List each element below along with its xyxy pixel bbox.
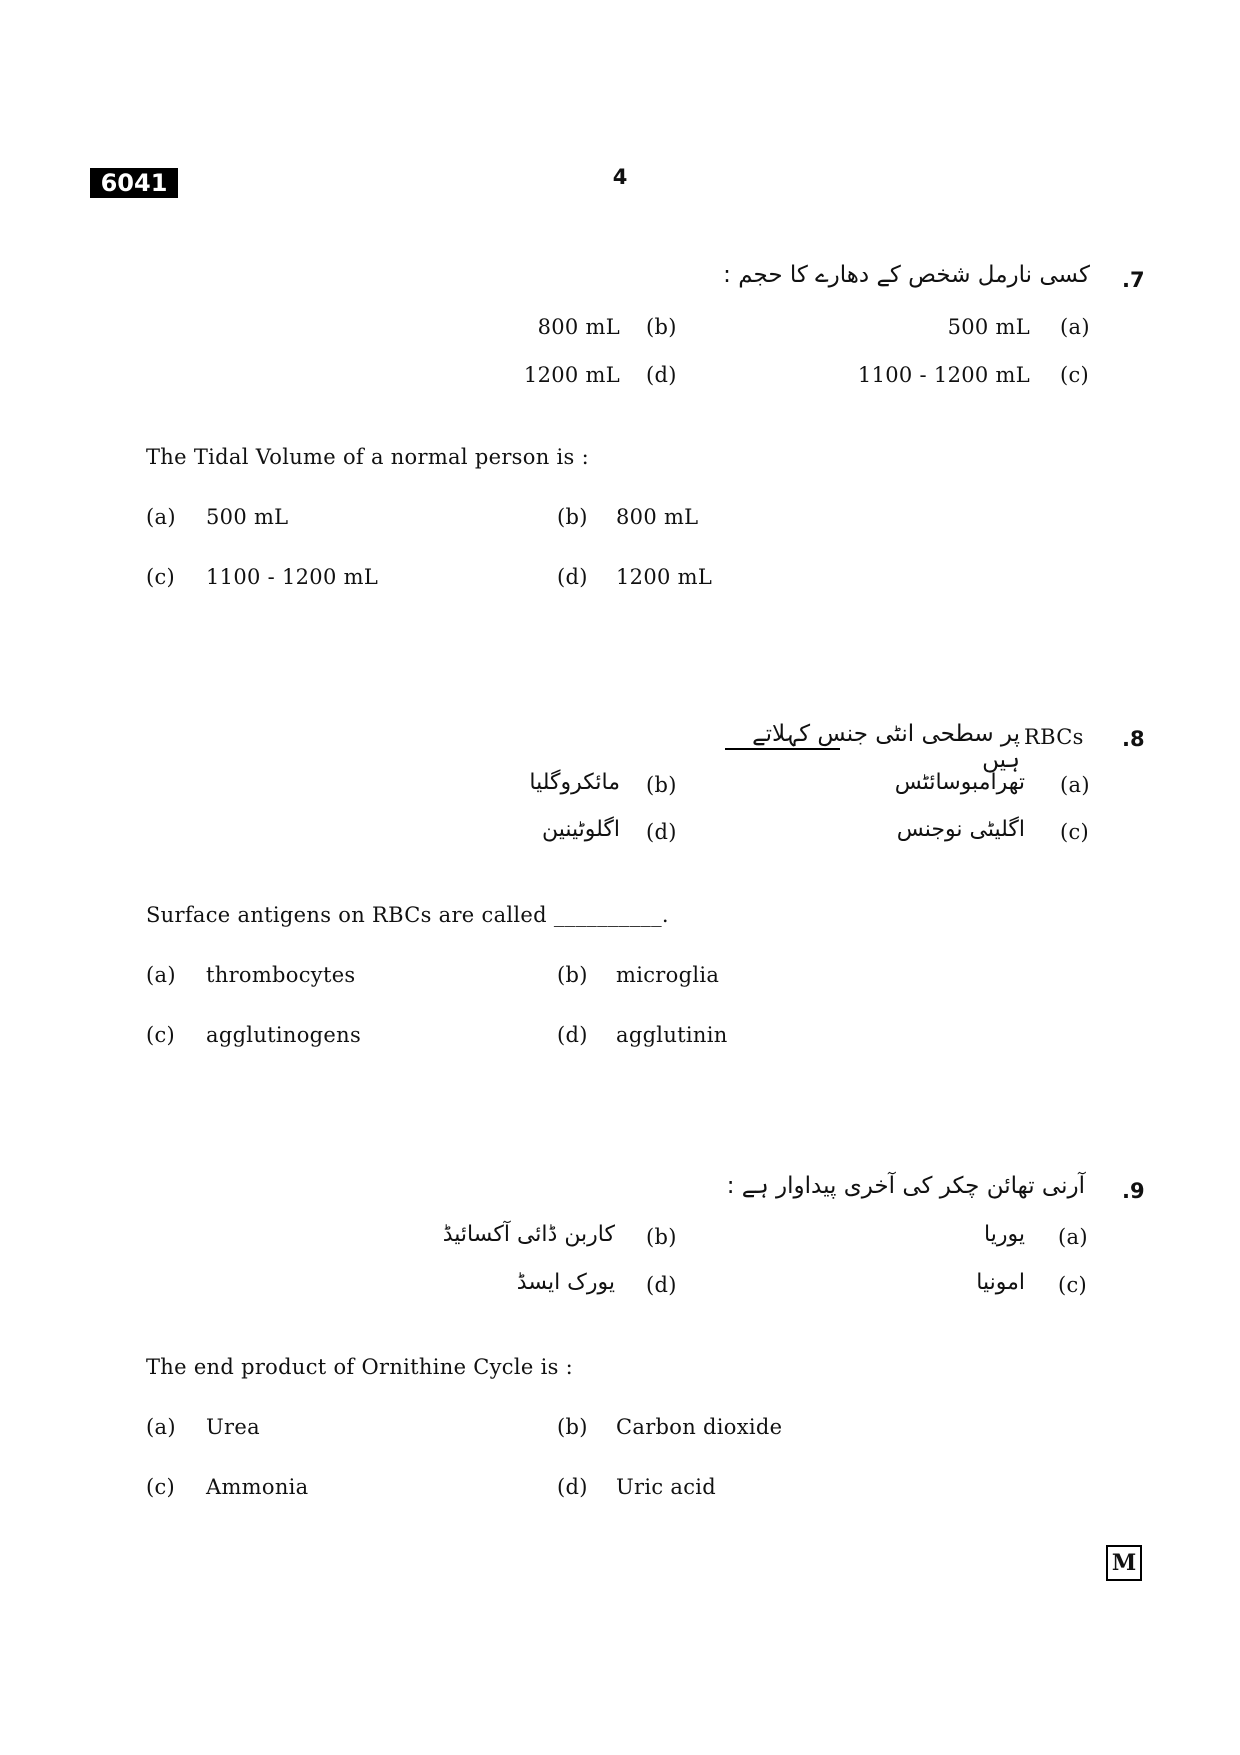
question-number: .8: [1122, 727, 1145, 751]
urdu-question-stem: کسی نارمل شخص کے دھارے کا حجم :: [723, 262, 1090, 288]
urdu-option-text: کاربن ڈائی آکسائیڈ: [442, 1222, 615, 1247]
english-option-label: (b): [557, 1415, 588, 1439]
urdu-option-text: 1200 mL: [523, 363, 620, 387]
urdu-option-text: یورک ایسڈ: [516, 1270, 615, 1295]
urdu-option-text: 1100 - 1200 mL: [857, 363, 1030, 387]
urdu-option-label: (b): [646, 773, 677, 797]
english-option-label: (c): [146, 565, 176, 589]
urdu-question-prefix: RBCs: [1024, 725, 1084, 749]
urdu-option-label: (b): [646, 1225, 677, 1249]
english-question-stem: The end product of Ornithine Cycle is :: [146, 1355, 574, 1379]
urdu-option-text: تھرامبوسائٹس: [894, 770, 1025, 795]
answer-blank-line: [725, 748, 840, 750]
english-option-text: Carbon dioxide: [616, 1415, 783, 1439]
medium-mark-box: M: [1106, 1545, 1142, 1581]
question-number: .9: [1122, 1179, 1145, 1203]
urdu-option-text: 800 mL: [537, 315, 620, 339]
urdu-option-label: (c): [1060, 363, 1090, 387]
english-option-label: (d): [557, 565, 588, 589]
english-option-label: (a): [146, 505, 176, 529]
english-option-label: (b): [557, 963, 588, 987]
urdu-option-text: اگلوٹینین: [541, 817, 620, 842]
english-option-label: (a): [146, 963, 176, 987]
urdu-option-label: (b): [646, 315, 677, 339]
urdu-option-label: (d): [646, 820, 677, 844]
english-option-text: 500 mL: [206, 505, 289, 529]
urdu-option-label: (a): [1060, 315, 1090, 339]
urdu-option-label: (a): [1060, 773, 1090, 797]
urdu-option-label: (d): [646, 363, 677, 387]
english-option-text: 1200 mL: [616, 565, 713, 589]
english-option-text: Urea: [206, 1415, 260, 1439]
english-option-text: 1100 - 1200 mL: [206, 565, 379, 589]
question-number: .7: [1122, 268, 1145, 292]
english-option-label: (c): [146, 1023, 176, 1047]
english-option-text: thrombocytes: [206, 963, 356, 987]
urdu-option-label: (c): [1058, 1273, 1088, 1297]
paper-code: 6041: [90, 168, 178, 198]
urdu-option-text: مائکروگلیا: [529, 770, 620, 795]
english-option-label: (b): [557, 505, 588, 529]
english-option-text: 800 mL: [616, 505, 699, 529]
urdu-question-stem: پر سطحی انٹی جنس کہلاتے ہیں: [752, 721, 1020, 773]
english-question-stem: Surface antigens on RBCs are called __________.: [146, 903, 669, 927]
urdu-option-text: 500 mL: [947, 315, 1030, 339]
english-question-stem: The Tidal Volume of a normal person is :: [146, 445, 589, 469]
english-option-label: (d): [557, 1475, 588, 1499]
english-option-label: (d): [557, 1023, 588, 1047]
urdu-option-label: (c): [1060, 820, 1090, 844]
urdu-option-label: (a): [1058, 1225, 1088, 1249]
urdu-option-label: (d): [646, 1273, 677, 1297]
urdu-question-stem: آرنی تھائن چکر کی آخری پیداوار ہے :: [726, 1173, 1085, 1199]
english-option-text: microglia: [616, 963, 720, 987]
urdu-option-text: یوریا: [984, 1222, 1025, 1247]
page-number: 4: [612, 165, 628, 189]
english-option-text: agglutinogens: [206, 1023, 362, 1047]
urdu-option-text: اگلیٹی نوجنس: [896, 817, 1025, 842]
english-option-label: (a): [146, 1415, 176, 1439]
english-option-text: Ammonia: [206, 1475, 309, 1499]
urdu-option-text: امونیا: [976, 1270, 1025, 1295]
english-option-text: Uric acid: [616, 1475, 717, 1499]
english-option-text: agglutinin: [616, 1023, 728, 1047]
english-option-label: (c): [146, 1475, 176, 1499]
